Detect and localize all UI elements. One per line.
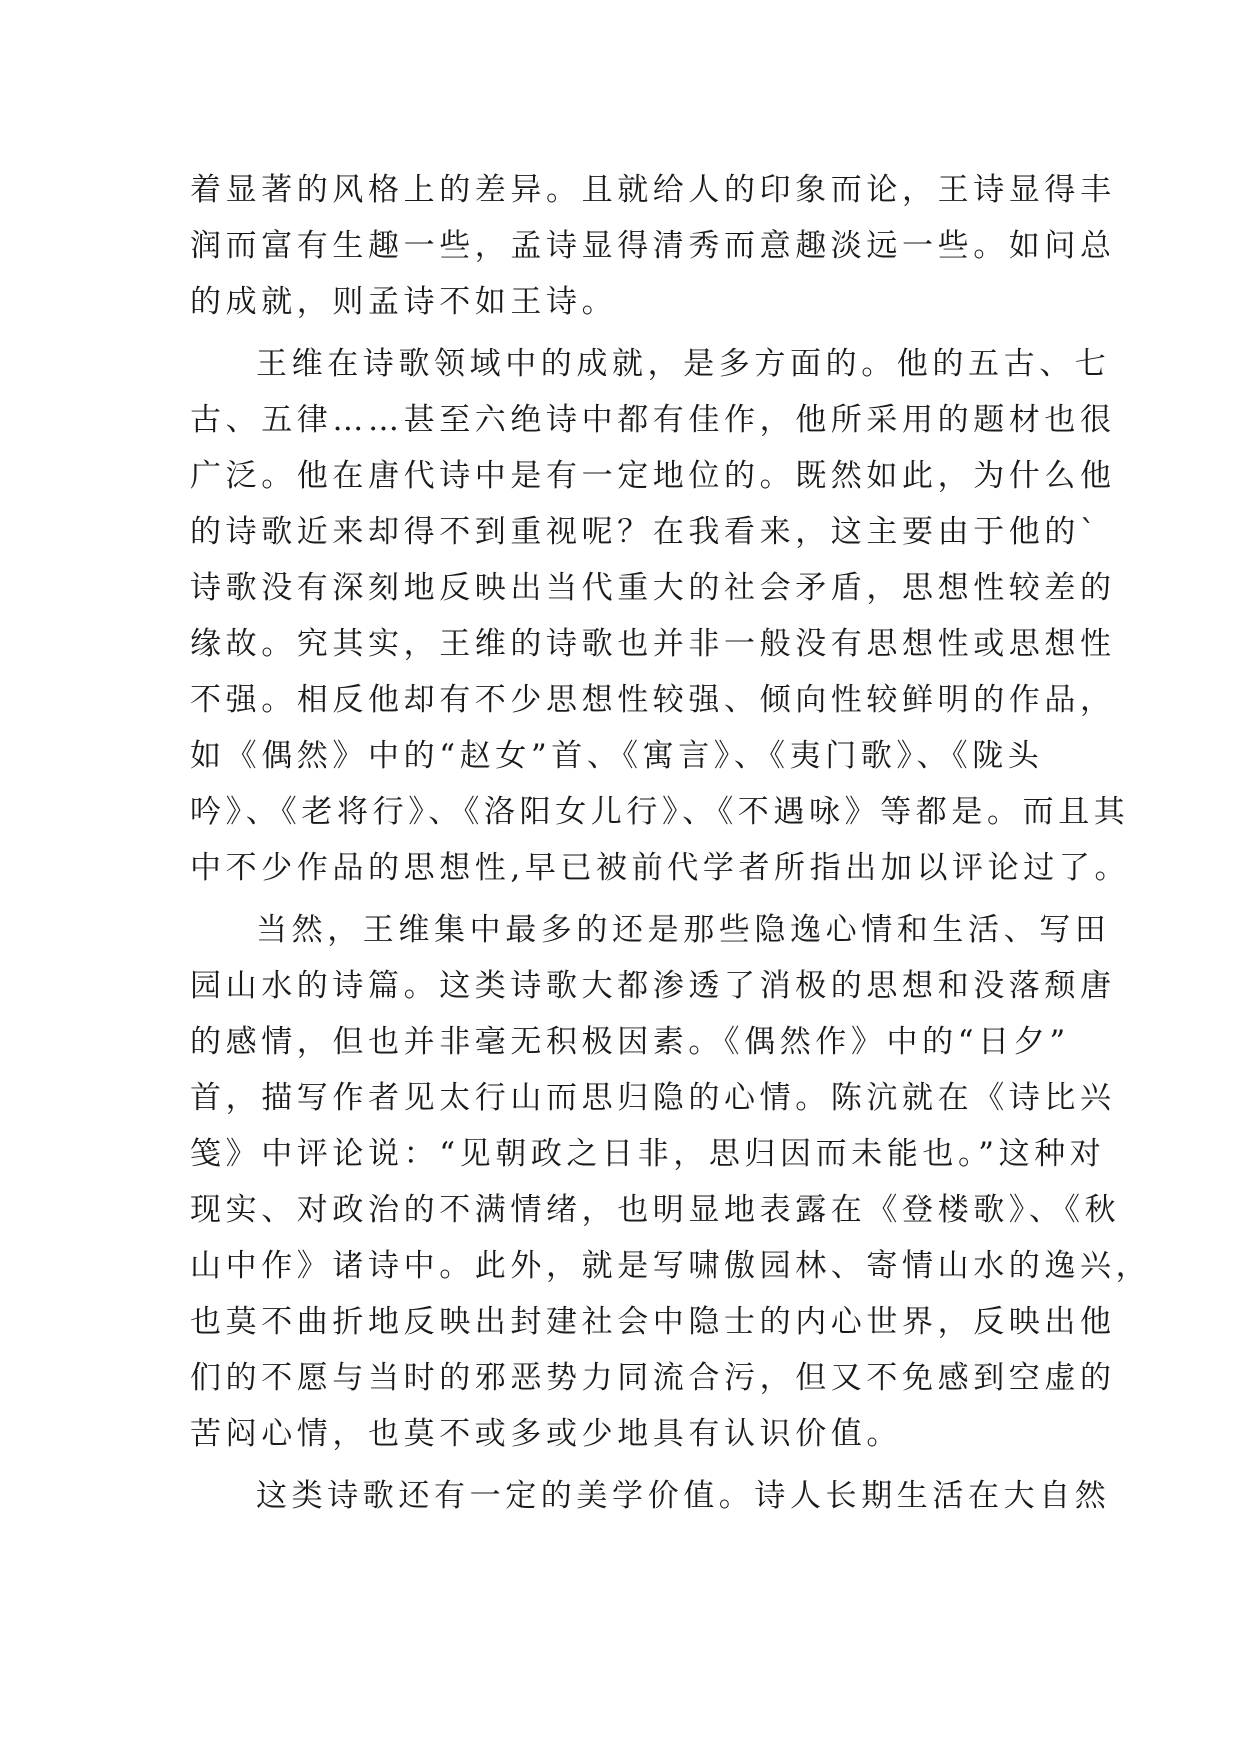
text-line: 也莫不曲折地反映出封建社会中隐士的内心世界，反映出他 [190,1304,1116,1340]
text-line: 园山水的诗篇。这类诗歌大都渗透了消极的思想和没落颓唐 [190,968,1116,1004]
paragraph [190,162,1116,330]
body-text [190,162,1152,1524]
text-line: 如《偶然》中的“赵女”首、《寓言》、《夷门歌》、《陇头 [190,738,1044,774]
text-line: 古、五律……甚至六绝诗中都有佳作，他所采用的题材也很 [190,402,1116,438]
text-line: 着显著的风格上的差异。且就给人的印象而论，王诗显得丰 [190,172,1116,208]
text-line: 笺》中评论说：“见朝政之日非，思归因而未能也。”这种对 [190,1136,1106,1172]
text-line: 当然，王维集中最多的还是那些隐逸心情和生活、写田 [256,912,1111,948]
text-line: 缘故。究其实，王维的诗歌也并非一般没有思想性或思想性 [190,626,1116,662]
text-line: 的感情，但也并非毫无积极因素。《偶然作》中的“日夕” [190,1024,1070,1060]
text-line: 不强。相反他却有不少思想性较强、倾向性较鲜明的作品， [190,682,1116,718]
text-line: 的诗歌近来却得不到重视呢？在我看来，这主要由于他的` [190,514,1101,550]
text-line: 这类诗歌还有一定的美学价值。诗人长期生活在大自然 [256,1478,1111,1514]
text-line: 的成就，则孟诗不如王诗。 [190,284,618,320]
text-line: 苦闷心情，也莫不或多或少地具有认识价值。 [190,1416,902,1452]
paragraph [190,336,1131,896]
text-line: 润而富有生趣一些，孟诗显得清秀而意趣淡远一些。如问总 [190,228,1116,264]
text-line: 吟》、《老将行》、《洛阳女儿行》、《不遇咏》等都是。而且其 [190,794,1130,830]
text-line: 诗歌没有深刻地反映出当代重大的社会矛盾，思想性较差的 [190,570,1116,606]
text-line: 中不少作品的思想性,早已被前代学者所指出加以评论过了。 [190,850,1131,886]
text-line: 们的不愿与当时的邪恶势力同流合污，但又不免感到空虚的 [190,1360,1116,1396]
text-line: 山中作》诸诗中。此外，就是写啸傲园林、寄情山水的逸兴， [190,1248,1152,1284]
paragraph [190,1468,1111,1524]
paragraph [190,902,1152,1462]
text-line: 现实、对政治的不满情绪，也明显地表露在《登楼歌》、《秋 [190,1192,1121,1228]
text-line: 首，描写作者见太行山而思归隐的心情。陈沆就在《诗比兴 [190,1080,1116,1116]
text-line: 广泛。他在唐代诗中是有一定地位的。既然如此，为什么他 [190,458,1116,494]
text-line: 王维在诗歌领域中的成就，是多方面的。他的五古、七 [256,346,1111,382]
